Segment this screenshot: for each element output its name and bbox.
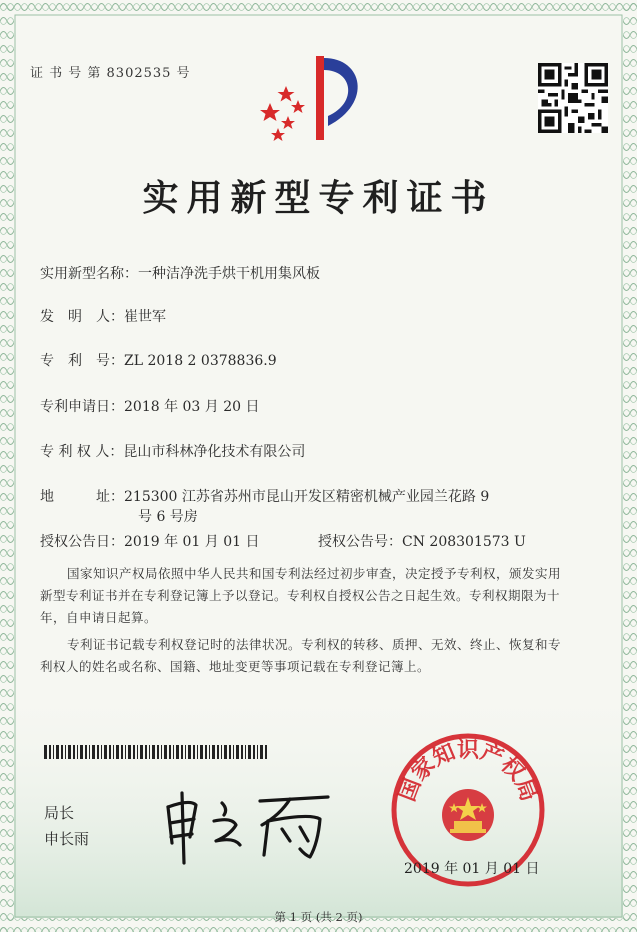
field-address [40, 486, 489, 506]
field-value: 一种洁净洗手烘干机用集风板 [138, 266, 320, 282]
field-label: 授权公告号： [318, 534, 402, 550]
field-label: 发 明 人： [40, 309, 124, 325]
field-inventor [40, 306, 166, 326]
field-value: 2019 年 01 月 01 日 [124, 534, 260, 550]
qr-code [538, 63, 608, 133]
field-patentee [40, 441, 305, 461]
field-utility-model-name [40, 263, 320, 283]
field-patent-number [40, 350, 277, 370]
director-name: 申长雨 [44, 830, 90, 848]
seal-date: 2019 年 01 月 01 日 [404, 861, 540, 877]
certificate-title: 实用新型专利证书 [142, 177, 495, 219]
field-value: ZL 2018 2 0378836.9 [124, 353, 277, 369]
field-value: 215300 江苏省苏州市昆山开发区精密机械产业园兰花路 9 [124, 489, 490, 505]
field-label: 专 利 号： [40, 353, 124, 369]
paragraph-2-line-2: 利权人的姓名或名称、国籍、地址变更等事项记载在专利登记簿上。 [40, 659, 431, 674]
field-label: 地 址： [40, 489, 124, 505]
field-label: 专利申请日： [40, 399, 124, 415]
certificate-number: 证 书 号 第 8302535 号 [30, 66, 191, 81]
field-label: 实用新型名称： [40, 266, 138, 282]
field-value: 昆山市科林净化技术有限公司 [123, 444, 306, 460]
field-value: 崔世军 [124, 309, 166, 325]
field-value: 2018 年 03 月 20 日 [124, 399, 260, 415]
seal-text: 国家知识产权局 [394, 737, 542, 805]
patent-office-logo [258, 48, 378, 148]
field-label: 专 利 权 人： [40, 444, 124, 460]
paragraph-1-line-3: 年，自申请日起算。 [40, 610, 158, 625]
field-grant-number [318, 531, 526, 551]
field-address-line2: 号 6 号房 [138, 509, 198, 525]
field-grant-date [40, 531, 260, 551]
barcode [44, 745, 270, 759]
field-value: CN 208301573 U [402, 534, 526, 550]
field-filing-date [40, 396, 260, 416]
paragraph-1-line-1: 国家知识产权局依照中华人民共和国专利法经过初步审查，决定授予专利权，颁发实用 [67, 566, 562, 581]
page-number: 第 1 页 (共 2 页) [274, 910, 363, 924]
director-signature [150, 785, 340, 865]
paragraph-1-line-2: 新型专利证书并在专利登记簿上予以登记。专利权自授权公告之日起生效。专利权期限为十 [40, 588, 561, 603]
paragraph-2-line-1: 专利证书记载专利权登记时的法律状况。专利权的转移、质押、无效、终止、恢复和专 [67, 637, 562, 652]
field-label: 授权公告日： [40, 534, 124, 550]
director-title: 局长 [44, 804, 75, 822]
